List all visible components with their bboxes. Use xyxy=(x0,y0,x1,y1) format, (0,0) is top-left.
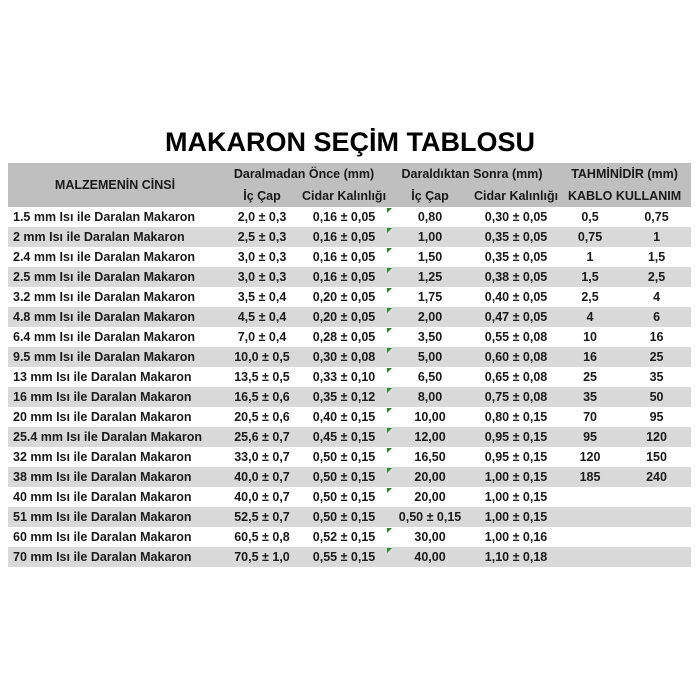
table-row xyxy=(8,507,691,527)
comment-marker-icon xyxy=(387,388,392,393)
cell-material: 4.8 mm Isı ile Daralan Makaron xyxy=(8,307,222,327)
comment-marker-icon xyxy=(387,408,392,413)
header-group-daraldiktan-sonra: Daraldıktan Sonra (mm) xyxy=(386,163,558,185)
table-row xyxy=(8,407,691,427)
cell-ic-cap-sonra: 20,00 xyxy=(386,467,474,487)
cell-kablo-max: 95 xyxy=(622,407,691,427)
cell-kablo-min xyxy=(558,527,622,547)
cell-cidar-kalinligi-sonra: 0,60 ± 0,08 xyxy=(474,347,558,367)
cell-cidar-kalinligi-once: 0,50 ± 0,15 xyxy=(302,447,386,467)
cell-kablo-min: 0,75 xyxy=(558,227,622,247)
cell-kablo-max: 25 xyxy=(622,347,691,367)
cell-kablo-max: 150 xyxy=(622,447,691,467)
cell-kablo-min: 2,5 xyxy=(558,287,622,307)
comment-marker-icon xyxy=(387,468,392,473)
cell-material: 13 mm Isı ile Daralan Makaron xyxy=(8,367,222,387)
cell-cidar-kalinligi-once: 0,50 ± 0,15 xyxy=(302,467,386,487)
header-kablo-kullanim: KABLO KULLANIM xyxy=(558,185,691,207)
table-row xyxy=(8,367,691,387)
cell-ic-cap-sonra: 1,75 xyxy=(386,287,474,307)
cell-cidar-kalinligi-sonra: 0,80 ± 0,15 xyxy=(474,407,558,427)
cell-cidar-kalinligi-once: 0,40 ± 0,15 xyxy=(302,407,386,427)
cell-ic-cap-sonra: 0,80 xyxy=(386,207,474,227)
comment-marker-icon xyxy=(387,348,392,353)
cell-cidar-kalinligi-once: 0,50 ± 0,15 xyxy=(302,507,386,527)
cell-ic-cap-sonra: 1,50 xyxy=(386,247,474,267)
cell-cidar-kalinligi-sonra: 0,95 ± 0,15 xyxy=(474,427,558,447)
cell-kablo-max xyxy=(622,507,691,527)
cell-cidar-kalinligi-sonra: 1,00 ± 0,15 xyxy=(474,507,558,527)
comment-marker-icon xyxy=(387,268,392,273)
cell-ic-cap-sonra: 40,00 xyxy=(386,547,474,567)
comment-marker-icon xyxy=(387,248,392,253)
cell-ic-cap-sonra: 12,00 xyxy=(386,427,474,447)
cell-cidar-kalinligi-once: 0,45 ± 0,15 xyxy=(302,427,386,447)
cell-kablo-max: 4 xyxy=(622,287,691,307)
cell-ic-cap-sonra: 5,00 xyxy=(386,347,474,367)
cell-material: 32 mm Isı ile Daralan Makaron xyxy=(8,447,222,467)
cell-ic-cap-sonra: 3,50 xyxy=(386,327,474,347)
cell-cidar-kalinligi-sonra: 0,95 ± 0,15 xyxy=(474,447,558,467)
cell-kablo-min: 1,5 xyxy=(558,267,622,287)
page-title: MAKARON SEÇİM TABLOSU xyxy=(165,127,535,157)
header-group-tahminidir: TAHMİNİDİR (mm) xyxy=(558,163,691,185)
table-row xyxy=(8,287,691,307)
cell-kablo-max: 35 xyxy=(622,367,691,387)
cell-ic-cap-once: 10,0 ± 0,5 xyxy=(222,347,302,367)
table-row xyxy=(8,387,691,407)
table-row xyxy=(8,347,691,367)
table-row xyxy=(8,487,691,507)
cell-ic-cap-sonra: 0,50 ± 0,15 xyxy=(386,507,474,527)
header-group-daralmadan-once: Daralmadan Önce (mm) xyxy=(222,163,386,185)
cell-kablo-min: 1 xyxy=(558,247,622,267)
cell-cidar-kalinligi-sonra: 0,30 ± 0,05 xyxy=(474,207,558,227)
cell-ic-cap-once: 3,0 ± 0,3 xyxy=(222,267,302,287)
cell-cidar-kalinligi-sonra: 0,75 ± 0,08 xyxy=(474,387,558,407)
header-ic-cap-sonra: İç Çap xyxy=(386,185,474,207)
table-row xyxy=(8,447,691,467)
cell-ic-cap-once: 25,6 ± 0,7 xyxy=(222,427,302,447)
comment-marker-icon xyxy=(387,308,392,313)
cell-kablo-min: 16 xyxy=(558,347,622,367)
cell-kablo-max xyxy=(622,487,691,507)
cell-kablo-min: 4 xyxy=(558,307,622,327)
cell-ic-cap-sonra: 1,00 xyxy=(386,227,474,247)
cell-cidar-kalinligi-once: 0,35 ± 0,12 xyxy=(302,387,386,407)
cell-cidar-kalinligi-once: 0,50 ± 0,15 xyxy=(302,487,386,507)
table-row xyxy=(8,247,691,267)
cell-cidar-kalinligi-once: 0,55 ± 0,15 xyxy=(302,547,386,567)
cell-ic-cap-once: 60,5 ± 0,8 xyxy=(222,527,302,547)
cell-ic-cap-once: 40,0 ± 0,7 xyxy=(222,467,302,487)
cell-cidar-kalinligi-once: 0,16 ± 0,05 xyxy=(302,227,386,247)
cell-ic-cap-once: 4,5 ± 0,4 xyxy=(222,307,302,327)
cell-cidar-kalinligi-once: 0,16 ± 0,05 xyxy=(302,207,386,227)
table-body xyxy=(8,207,691,567)
cell-kablo-max: 120 xyxy=(622,427,691,447)
cell-material: 2.4 mm Isı ile Daralan Makaron xyxy=(8,247,222,267)
cell-kablo-max: 0,75 xyxy=(622,207,691,227)
cell-cidar-kalinligi-once: 0,20 ± 0,05 xyxy=(302,287,386,307)
cell-kablo-min xyxy=(558,487,622,507)
cell-ic-cap-once: 16,5 ± 0,6 xyxy=(222,387,302,407)
cell-material: 16 mm Isı ile Daralan Makaron xyxy=(8,387,222,407)
cell-ic-cap-once: 3,5 ± 0,4 xyxy=(222,287,302,307)
cell-material: 2 mm Isı ile Daralan Makaron xyxy=(8,227,222,247)
cell-ic-cap-once: 3,0 ± 0,3 xyxy=(222,247,302,267)
cell-ic-cap-sonra: 8,00 xyxy=(386,387,474,407)
cell-material: 25.4 mm Isı ile Daralan Makaron xyxy=(8,427,222,447)
cell-kablo-max xyxy=(622,527,691,547)
cell-kablo-max: 1,5 xyxy=(622,247,691,267)
header-cidar-kalinligi-once: Cidar Kalınlığı xyxy=(302,185,386,207)
table-row xyxy=(8,527,691,547)
header-malzemenin-cinsi: MALZEMENİN CİNSİ xyxy=(8,163,222,207)
cell-ic-cap-once: 52,5 ± 0,7 xyxy=(222,507,302,527)
cell-kablo-max: 2,5 xyxy=(622,267,691,287)
cell-cidar-kalinligi-once: 0,16 ± 0,05 xyxy=(302,247,386,267)
table-row xyxy=(8,327,691,347)
cell-cidar-kalinligi-once: 0,28 ± 0,05 xyxy=(302,327,386,347)
header-group-row xyxy=(8,163,691,185)
table-row xyxy=(8,467,691,487)
comment-marker-icon xyxy=(387,228,392,233)
comment-marker-icon xyxy=(387,528,392,533)
comment-marker-icon xyxy=(387,368,392,373)
cell-material: 51 mm Isı ile Daralan Makaron xyxy=(8,507,222,527)
cell-kablo-min: 185 xyxy=(558,467,622,487)
cell-kablo-min: 35 xyxy=(558,387,622,407)
cell-cidar-kalinligi-sonra: 0,55 ± 0,08 xyxy=(474,327,558,347)
comment-marker-icon xyxy=(387,328,392,333)
cell-ic-cap-once: 40,0 ± 0,7 xyxy=(222,487,302,507)
cell-material: 40 mm Isı ile Daralan Makaron xyxy=(8,487,222,507)
cell-cidar-kalinligi-sonra: 0,35 ± 0,05 xyxy=(474,227,558,247)
header-ic-cap-once: İç Çap xyxy=(222,185,302,207)
cell-ic-cap-sonra: 1,25 xyxy=(386,267,474,287)
table-row xyxy=(8,307,691,327)
cell-ic-cap-sonra: 16,50 xyxy=(386,447,474,467)
cell-cidar-kalinligi-once: 0,52 ± 0,15 xyxy=(302,527,386,547)
cell-ic-cap-sonra: 20,00 xyxy=(386,487,474,507)
cell-cidar-kalinligi-sonra: 0,47 ± 0,05 xyxy=(474,307,558,327)
cell-cidar-kalinligi-once: 0,20 ± 0,05 xyxy=(302,307,386,327)
cell-cidar-kalinligi-sonra: 0,40 ± 0,05 xyxy=(474,287,558,307)
cell-kablo-min: 25 xyxy=(558,367,622,387)
cell-material: 20 mm Isı ile Daralan Makaron xyxy=(8,407,222,427)
header-cidar-kalinligi-sonra: Cidar Kalınlığı xyxy=(474,185,558,207)
table-row xyxy=(8,267,691,287)
cell-kablo-max xyxy=(622,547,691,567)
cell-cidar-kalinligi-sonra: 0,35 ± 0,05 xyxy=(474,247,558,267)
cell-ic-cap-sonra: 30,00 xyxy=(386,527,474,547)
cell-cidar-kalinligi-sonra: 1,00 ± 0,15 xyxy=(474,467,558,487)
cell-ic-cap-once: 33,0 ± 0,7 xyxy=(222,447,302,467)
cell-kablo-min xyxy=(558,507,622,527)
cell-ic-cap-once: 20,5 ± 0,6 xyxy=(222,407,302,427)
cell-kablo-min: 70 xyxy=(558,407,622,427)
cell-ic-cap-sonra: 6,50 xyxy=(386,367,474,387)
comment-marker-icon xyxy=(387,288,392,293)
cell-kablo-min: 0,5 xyxy=(558,207,622,227)
cell-material: 9.5 mm Isı ile Daralan Makaron xyxy=(8,347,222,367)
cell-ic-cap-once: 70,5 ± 1,0 xyxy=(222,547,302,567)
comment-marker-icon xyxy=(387,208,392,213)
table-row xyxy=(8,227,691,247)
cell-kablo-max: 16 xyxy=(622,327,691,347)
cell-ic-cap-sonra: 2,00 xyxy=(386,307,474,327)
cell-material: 38 mm Isı ile Daralan Makaron xyxy=(8,467,222,487)
cell-material: 2.5 mm Isı ile Daralan Makaron xyxy=(8,267,222,287)
cell-kablo-min: 10 xyxy=(558,327,622,347)
comment-marker-icon xyxy=(387,428,392,433)
table-row xyxy=(8,427,691,447)
cell-kablo-max: 6 xyxy=(622,307,691,327)
cell-kablo-max: 1 xyxy=(622,227,691,247)
table-row xyxy=(8,547,691,567)
table-row xyxy=(8,207,691,227)
cell-cidar-kalinligi-sonra: 1,00 ± 0,16 xyxy=(474,527,558,547)
cell-ic-cap-once: 13,5 ± 0,5 xyxy=(222,367,302,387)
cell-material: 70 mm Isı ile Daralan Makaron xyxy=(8,547,222,567)
comment-marker-icon xyxy=(387,488,392,493)
cell-material: 60 mm Isı ile Daralan Makaron xyxy=(8,527,222,547)
cell-cidar-kalinligi-once: 0,16 ± 0,05 xyxy=(302,267,386,287)
cell-cidar-kalinligi-sonra: 1,10 ± 0,18 xyxy=(474,547,558,567)
cell-kablo-max: 240 xyxy=(622,467,691,487)
cell-ic-cap-once: 7,0 ± 0,4 xyxy=(222,327,302,347)
cell-cidar-kalinligi-sonra: 1,00 ± 0,15 xyxy=(474,487,558,507)
cell-ic-cap-once: 2,5 ± 0,3 xyxy=(222,227,302,247)
cell-cidar-kalinligi-sonra: 0,38 ± 0,05 xyxy=(474,267,558,287)
table-header xyxy=(8,163,691,207)
cell-cidar-kalinligi-once: 0,33 ± 0,10 xyxy=(302,367,386,387)
cell-kablo-min: 95 xyxy=(558,427,622,447)
cell-kablo-min: 120 xyxy=(558,447,622,467)
cell-kablo-max: 50 xyxy=(622,387,691,407)
cell-ic-cap-once: 2,0 ± 0,3 xyxy=(222,207,302,227)
cell-ic-cap-sonra: 10,00 xyxy=(386,407,474,427)
cell-material: 6.4 mm Isı ile Daralan Makaron xyxy=(8,327,222,347)
comment-marker-icon xyxy=(387,548,392,553)
cell-kablo-min xyxy=(558,547,622,567)
cell-cidar-kalinligi-once: 0,30 ± 0,08 xyxy=(302,347,386,367)
makaron-selection-table xyxy=(8,163,691,567)
cell-material: 1.5 mm Isı ile Daralan Makaron xyxy=(8,207,222,227)
comment-marker-icon xyxy=(387,448,392,453)
cell-cidar-kalinligi-sonra: 0,65 ± 0,08 xyxy=(474,367,558,387)
cell-material: 3.2 mm Isı ile Daralan Makaron xyxy=(8,287,222,307)
